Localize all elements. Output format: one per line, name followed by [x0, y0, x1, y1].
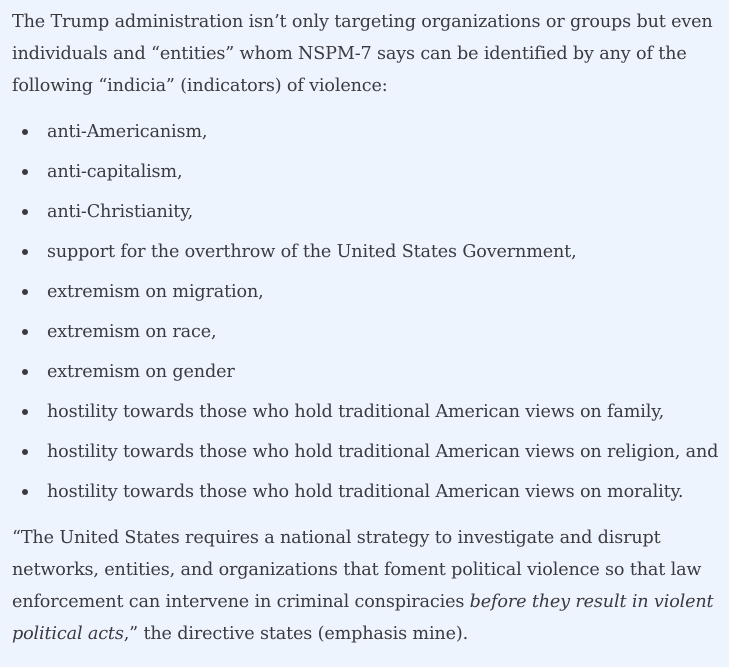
quote-paragraph: [12, 522, 727, 650]
bullet-icon: [22, 449, 28, 455]
list-item: [12, 400, 729, 424]
list-item-text: anti-Christianity,: [47, 202, 194, 222]
bullet-icon: [22, 489, 28, 495]
list-item: [12, 200, 729, 224]
list-item-text: hostility towards those who hold traditional American views on religion, and: [47, 442, 719, 462]
list-item: [12, 280, 729, 304]
bullet-icon: [22, 369, 28, 375]
list-item-text: extremism on migration,: [47, 282, 264, 302]
bullet-icon: [22, 409, 28, 415]
intro-paragraph: The Trump administration isn’t only targeting organizations or groups but even individuals and “entities” whom NSPM-7 says can be identified by any of the following “indicia” (indicators) of violence:: [12, 12, 713, 96]
quote-emphasis: before they result in violent political acts: [12, 592, 714, 644]
list-item: [12, 320, 729, 344]
bullet-icon: [22, 209, 28, 215]
list-item-text: hostility towards those who hold traditional American views on morality.: [47, 482, 684, 502]
bullet-icon: [22, 329, 28, 335]
list-item-text: hostility towards those who hold traditional American views on family,: [47, 402, 665, 422]
list-item: [12, 480, 729, 504]
bullet-icon: [22, 129, 28, 135]
list-item-text: anti-Americanism,: [47, 122, 208, 142]
list-item-text: extremism on race,: [47, 322, 217, 342]
list-item: [12, 360, 729, 384]
list-item: [12, 240, 729, 264]
quote-lead: “The United States requires a national strategy to investigate and disrupt networks, entities, and organizations that foment political violence so that law enforcement can intervene in criminal conspiracies: [12, 528, 702, 612]
bullet-icon: [22, 169, 28, 175]
list-item: [12, 160, 729, 184]
bullet-icon: [22, 289, 28, 295]
list-item-text: support for the overthrow of the United States Government,: [47, 242, 577, 262]
bullet-icon: [22, 249, 28, 255]
list-item: [12, 440, 729, 464]
list-item-text: anti-capitalism,: [47, 162, 183, 182]
list-item-text: extremism on gender: [47, 362, 235, 382]
list-item: [12, 120, 729, 144]
quote-tail: ,” the directive states (emphasis mine).: [123, 624, 469, 644]
indicia-list: [12, 120, 729, 504]
